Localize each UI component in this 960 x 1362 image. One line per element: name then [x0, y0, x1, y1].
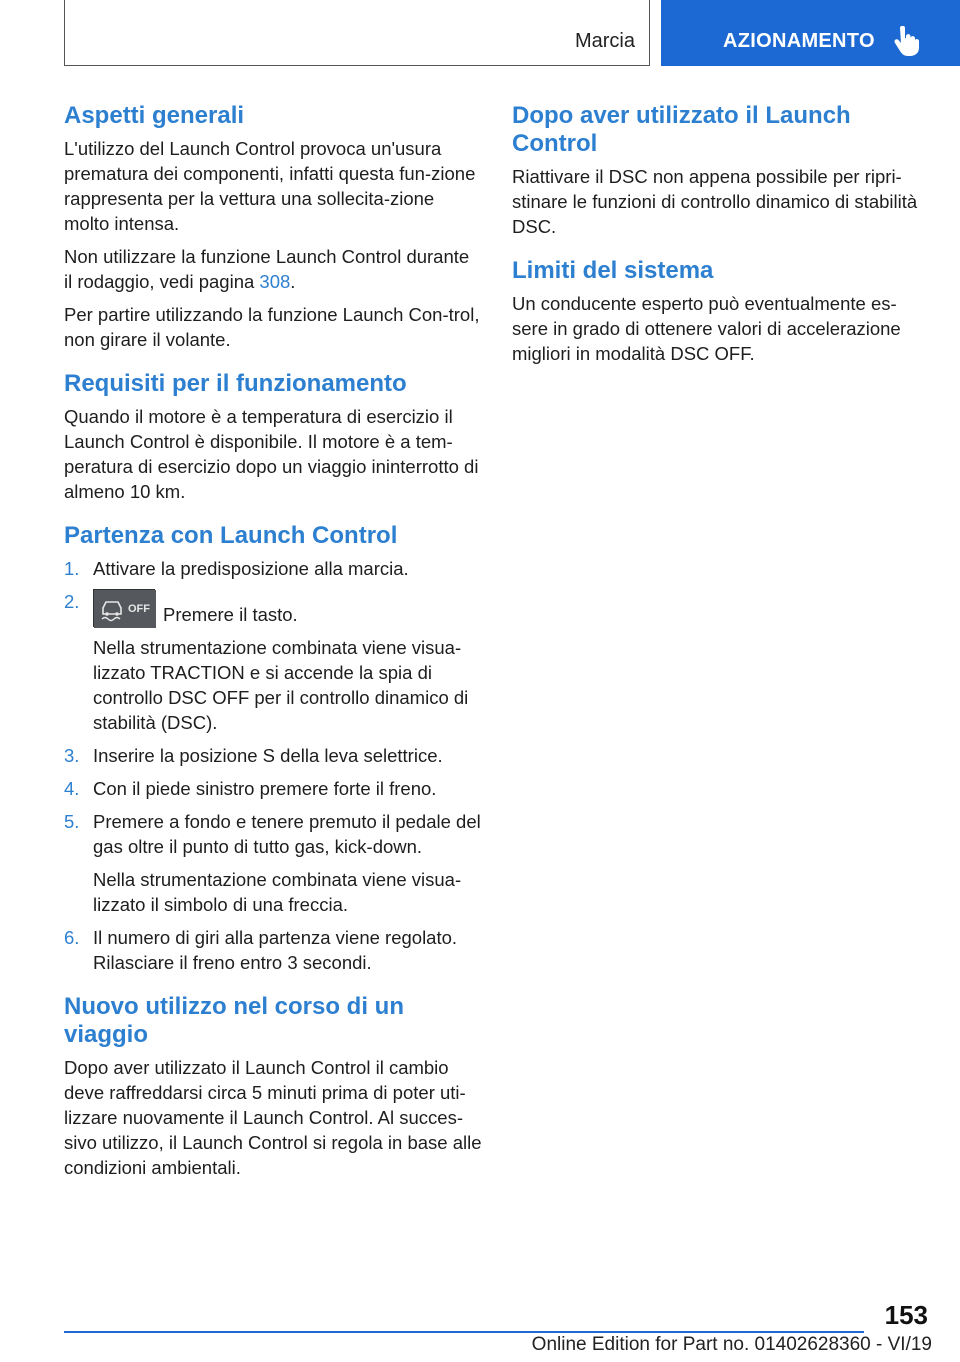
step-text: Con il piede sinistro premere forte il freno. — [93, 778, 437, 799]
page-link-308[interactable]: 308 — [259, 271, 291, 292]
step-extra: Nella strumentazione combinata viene visua-lizzato TRACTION e si accende la spia di controllo DSC OFF per il controllo dinamico di stabilità (DSC). — [93, 637, 469, 733]
list-item — [64, 776, 482, 801]
list-item — [64, 743, 482, 768]
list-item — [64, 925, 482, 975]
step-number: 1. — [64, 558, 80, 579]
list-item — [64, 589, 482, 735]
dsc-off-button-icon — [93, 589, 155, 627]
step-text: Attivare la predisposizione alla marcia. — [93, 558, 409, 579]
chapter-tab-label: AZIONAMENTO — [723, 30, 875, 52]
paragraph-usura: L'utilizzo del Launch Control provoca un'usura prematura dei componenti, infatti questa fun-zione rappresenta per la vettura una sollecita-zione molto intensa. — [64, 138, 476, 234]
svg-text:OFF: OFF — [128, 603, 150, 615]
paragraph-requisiti: Quando il motore è a temperatura di esercizio il Launch Control è disponibile. Il motore è a tem-peratura di esercizio dopo un viaggio ininterrotto di almeno 10 km. — [64, 406, 479, 502]
header-section-box — [64, 0, 650, 66]
section-title: Marcia — [574, 30, 635, 52]
step-number: 2. — [64, 591, 80, 612]
chapter-tab[interactable] — [661, 0, 960, 66]
footer-divider — [64, 1331, 864, 1333]
hand-pointer-icon — [893, 26, 919, 56]
footer-edition: Online Edition for Part no. 01402628360 - VI/19 — [531, 1334, 932, 1355]
heading-nuovo-utilizzo: Nuovo utilizzo nel corso di un viaggio — [64, 993, 404, 1048]
step-number: 6. — [64, 927, 80, 948]
step-number: 5. — [64, 811, 80, 832]
steps-list — [64, 556, 482, 975]
step-text: OFF Premere il tasto. — [93, 589, 482, 627]
heading-partenza: Partenza con Launch Control — [64, 522, 398, 549]
paragraph-riattivare: Riattivare il DSC non appena possibile per ripri-stinare le funzioni di controllo dinamico di stabilità DSC. — [512, 166, 918, 237]
paragraph-volante: Per partire utilizzando la funzione Launch Con-trol, non girare il volante. — [64, 304, 480, 350]
paragraph-rodaggio: Non utilizzare la funzione Launch Control durante il rodaggio, vedi pagina 308. — [64, 246, 470, 292]
step-text: Il numero di giri alla partenza viene regolato. Rilasciare il freno entro 3 secondi. — [93, 927, 458, 973]
left-column — [64, 102, 482, 1188]
step-extra: Nella strumentazione combinata viene visua-lizzato il simbolo di una freccia. — [93, 869, 462, 915]
heading-requisiti: Requisiti per il funzionamento — [64, 370, 407, 397]
list-item — [64, 809, 482, 917]
list-item — [64, 556, 482, 581]
step-text: Premere a fondo e tenere premuto il pedale del gas oltre il punto di tutto gas, kick-down. — [93, 811, 481, 857]
heading-limiti: Limiti del sistema — [512, 257, 714, 284]
step-number: 3. — [64, 745, 80, 766]
step-text: Inserire la posizione S della leva selettrice. — [93, 745, 443, 766]
paragraph-limiti: Un conducente esperto può eventualmente es-sere in grado di ottenere valori di accelerazione migliori in modalità DSC OFF. — [512, 293, 901, 364]
right-column — [512, 102, 932, 374]
heading-aspetti-generali: Aspetti generali — [64, 102, 245, 129]
page-number: 153 — [884, 1300, 928, 1330]
paragraph-nuovo-utilizzo: Dopo aver utilizzato il Launch Control il cambio deve raffreddarsi circa 5 minuti prima di poter uti-lizzare nuovamente il Launch Control. Al succes-sivo utilizzo, il Launch Control si regola in base alle condizioni ambientali. — [64, 1057, 482, 1178]
step-number: 4. — [64, 778, 80, 799]
heading-dopo-launch: Dopo aver utilizzato il Launch Control — [512, 102, 851, 157]
